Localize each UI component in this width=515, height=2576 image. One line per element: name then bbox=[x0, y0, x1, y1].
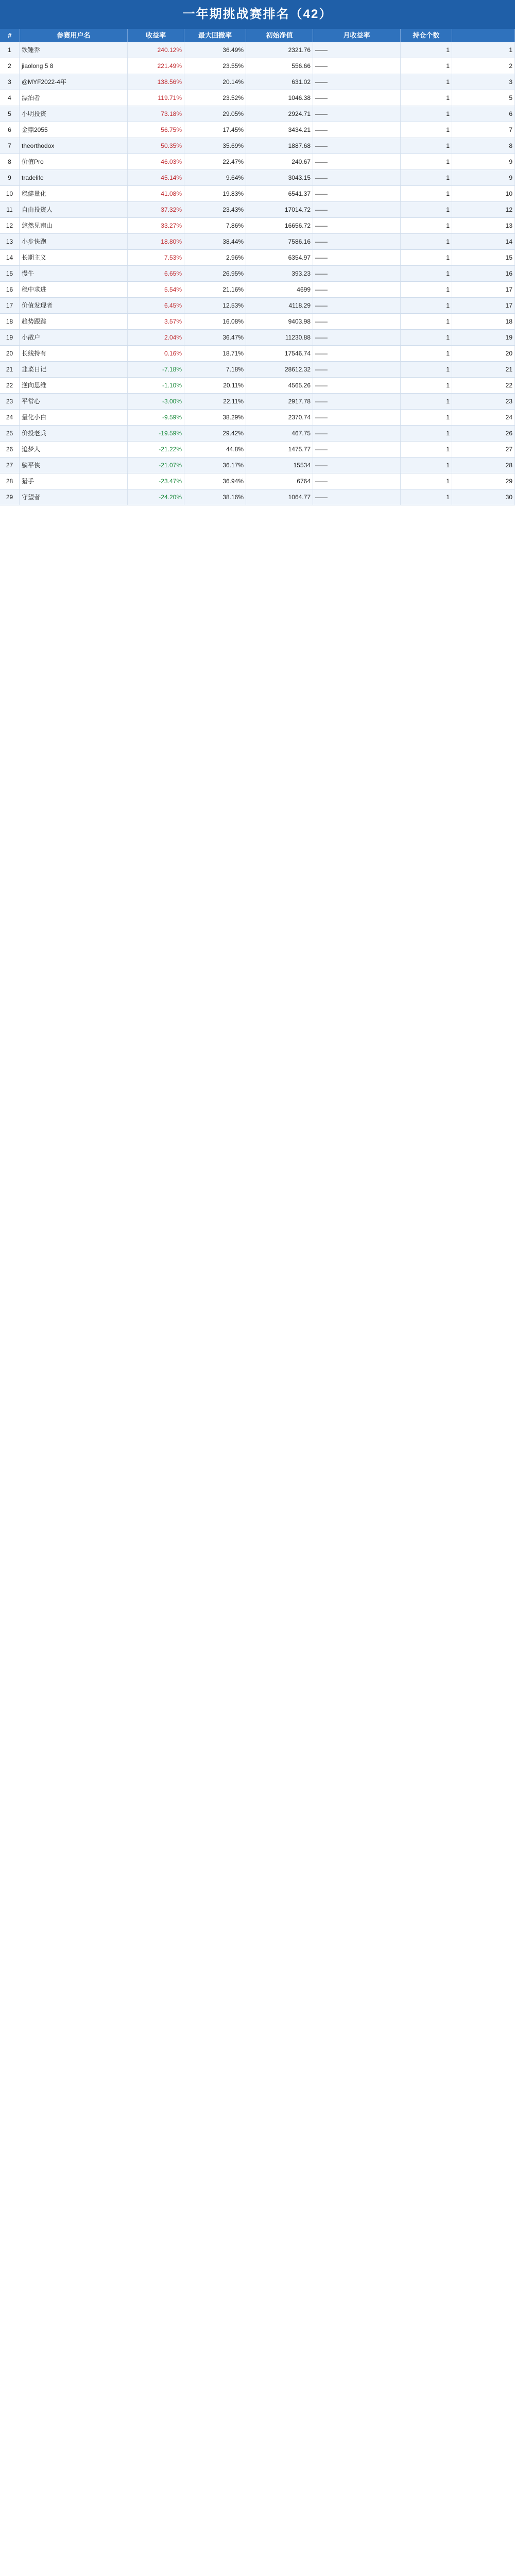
list-cell: 13 bbox=[452, 218, 515, 233]
return-cell: 41.08% bbox=[128, 186, 184, 201]
list-cell: 17 bbox=[452, 298, 515, 313]
drawdown-cell: 19.83% bbox=[184, 186, 246, 201]
drawdown-cell: 35.69% bbox=[184, 138, 246, 154]
balance-cell: 1064.77 bbox=[246, 489, 313, 505]
table-row bbox=[0, 42, 515, 58]
count-cell: 1 bbox=[401, 218, 452, 233]
balance-cell: 6764 bbox=[246, 473, 313, 489]
monthly-cell: —— bbox=[313, 138, 401, 154]
table-row bbox=[0, 74, 515, 90]
rank-cell: 25 bbox=[0, 426, 20, 441]
list-cell: 23 bbox=[452, 394, 515, 409]
return-cell: 73.18% bbox=[128, 106, 184, 122]
rank-cell: 14 bbox=[0, 250, 20, 265]
rank-cell: 11 bbox=[0, 202, 20, 217]
list-cell: 5 bbox=[452, 90, 515, 106]
balance-cell: 467.75 bbox=[246, 426, 313, 441]
list-cell: 28 bbox=[452, 457, 515, 473]
drawdown-cell: 9.64% bbox=[184, 170, 246, 185]
balance-cell: 4699 bbox=[246, 282, 313, 297]
drawdown-cell: 2.96% bbox=[184, 250, 246, 265]
name-cell: 慢牛 bbox=[20, 266, 128, 281]
table-row bbox=[0, 186, 515, 202]
return-cell: 5.54% bbox=[128, 282, 184, 297]
name-cell: 长期主义 bbox=[20, 250, 128, 265]
rank-cell: 4 bbox=[0, 90, 20, 106]
count-cell: 1 bbox=[401, 234, 452, 249]
count-cell: 1 bbox=[401, 170, 452, 185]
name-cell: 小明投资 bbox=[20, 106, 128, 122]
drawdown-cell: 20.11% bbox=[184, 378, 246, 393]
monthly-cell: —— bbox=[313, 362, 401, 377]
return-cell: -21.07% bbox=[128, 457, 184, 473]
name-cell: 量化小白 bbox=[20, 410, 128, 425]
list-cell: 30 bbox=[452, 489, 515, 505]
balance-cell: 17546.74 bbox=[246, 346, 313, 361]
table-row bbox=[0, 473, 515, 489]
return-cell: -7.18% bbox=[128, 362, 184, 377]
drawdown-cell: 18.71% bbox=[184, 346, 246, 361]
monthly-cell: —— bbox=[313, 234, 401, 249]
rank-cell: 29 bbox=[0, 489, 20, 505]
return-cell: 37.32% bbox=[128, 202, 184, 217]
count-cell: 1 bbox=[401, 106, 452, 122]
table-row bbox=[0, 346, 515, 362]
name-cell: 趋势跟踪 bbox=[20, 314, 128, 329]
count-cell: 1 bbox=[401, 346, 452, 361]
rank-cell: 1 bbox=[0, 42, 20, 58]
rank-cell: 21 bbox=[0, 362, 20, 377]
rank-cell: 18 bbox=[0, 314, 20, 329]
balance-cell: 6354.97 bbox=[246, 250, 313, 265]
rank-cell: 7 bbox=[0, 138, 20, 154]
monthly-cell: —— bbox=[313, 154, 401, 170]
drawdown-cell: 12.53% bbox=[184, 298, 246, 313]
name-cell: 追梦人 bbox=[20, 442, 128, 457]
list-cell: 2 bbox=[452, 58, 515, 74]
drawdown-cell: 22.11% bbox=[184, 394, 246, 409]
rank-cell: 12 bbox=[0, 218, 20, 233]
list-cell: 15 bbox=[452, 250, 515, 265]
table-row bbox=[0, 154, 515, 170]
name-cell: 平常心 bbox=[20, 394, 128, 409]
balance-cell: 2370.74 bbox=[246, 410, 313, 425]
count-cell: 1 bbox=[401, 58, 452, 74]
drawdown-cell: 36.94% bbox=[184, 473, 246, 489]
count-cell: 1 bbox=[401, 473, 452, 489]
name-cell: 躺平侠 bbox=[20, 457, 128, 473]
drawdown-cell: 26.95% bbox=[184, 266, 246, 281]
drawdown-cell: 23.52% bbox=[184, 90, 246, 106]
table-row bbox=[0, 410, 515, 426]
table-row bbox=[0, 298, 515, 314]
drawdown-cell: 44.8% bbox=[184, 442, 246, 457]
name-cell: 稳健量化 bbox=[20, 186, 128, 201]
drawdown-cell: 29.05% bbox=[184, 106, 246, 122]
return-cell: 33.27% bbox=[128, 218, 184, 233]
balance-cell: 240.67 bbox=[246, 154, 313, 170]
monthly-cell: —— bbox=[313, 250, 401, 265]
count-cell: 1 bbox=[401, 410, 452, 425]
balance-cell: 11230.88 bbox=[246, 330, 313, 345]
count-cell: 1 bbox=[401, 442, 452, 457]
monthly-cell: —— bbox=[313, 410, 401, 425]
return-cell: 6.65% bbox=[128, 266, 184, 281]
monthly-cell: —— bbox=[313, 202, 401, 217]
table-row bbox=[0, 442, 515, 457]
name-cell: 漂泊者 bbox=[20, 90, 128, 106]
name-cell: @MYF2022-4年 bbox=[20, 74, 128, 90]
return-cell: -3.00% bbox=[128, 394, 184, 409]
drawdown-cell: 38.29% bbox=[184, 410, 246, 425]
monthly-cell: —— bbox=[313, 489, 401, 505]
list-cell: 8 bbox=[452, 138, 515, 154]
monthly-cell: —— bbox=[313, 282, 401, 297]
name-cell: tradelife bbox=[20, 170, 128, 185]
table-row bbox=[0, 314, 515, 330]
return-cell: 56.75% bbox=[128, 122, 184, 138]
return-cell: 2.04% bbox=[128, 330, 184, 345]
monthly-cell: —— bbox=[313, 298, 401, 313]
monthly-cell: —— bbox=[313, 378, 401, 393]
list-cell: 24 bbox=[452, 410, 515, 425]
return-cell: 221.49% bbox=[128, 58, 184, 74]
balance-cell: 1475.77 bbox=[246, 442, 313, 457]
header-rank: # bbox=[0, 29, 20, 42]
name-cell: 价值发现者 bbox=[20, 298, 128, 313]
list-cell: 3 bbox=[452, 74, 515, 90]
return-cell: 0.16% bbox=[128, 346, 184, 361]
header-return: 收益率 bbox=[128, 29, 184, 42]
monthly-cell: —— bbox=[313, 218, 401, 233]
monthly-cell: —— bbox=[313, 473, 401, 489]
list-cell: 9 bbox=[452, 154, 515, 170]
table-row bbox=[0, 362, 515, 378]
list-cell: 9 bbox=[452, 170, 515, 185]
drawdown-cell: 23.55% bbox=[184, 58, 246, 74]
drawdown-cell: 21.16% bbox=[184, 282, 246, 297]
drawdown-cell: 36.49% bbox=[184, 42, 246, 58]
rank-cell: 24 bbox=[0, 410, 20, 425]
balance-cell: 3434.21 bbox=[246, 122, 313, 138]
table-header bbox=[0, 29, 515, 42]
header-name: 参赛用户名 bbox=[20, 29, 128, 42]
ranking-table bbox=[0, 42, 515, 505]
rank-cell: 17 bbox=[0, 298, 20, 313]
table-row bbox=[0, 394, 515, 410]
list-cell: 6 bbox=[452, 106, 515, 122]
balance-cell: 4118.29 bbox=[246, 298, 313, 313]
drawdown-cell: 20.14% bbox=[184, 74, 246, 90]
count-cell: 1 bbox=[401, 330, 452, 345]
list-cell: 29 bbox=[452, 473, 515, 489]
rank-cell: 19 bbox=[0, 330, 20, 345]
monthly-cell: —— bbox=[313, 346, 401, 361]
rank-cell: 28 bbox=[0, 473, 20, 489]
monthly-cell: —— bbox=[313, 42, 401, 58]
return-cell: -1.10% bbox=[128, 378, 184, 393]
list-cell: 16 bbox=[452, 266, 515, 281]
list-cell: 27 bbox=[452, 442, 515, 457]
name-cell: 韭菜日记 bbox=[20, 362, 128, 377]
name-cell: 悠然见南山 bbox=[20, 218, 128, 233]
table-row bbox=[0, 106, 515, 122]
count-cell: 1 bbox=[401, 122, 452, 138]
drawdown-cell: 23.43% bbox=[184, 202, 246, 217]
list-cell: 10 bbox=[452, 186, 515, 201]
return-cell: 138.56% bbox=[128, 74, 184, 90]
count-cell: 1 bbox=[401, 90, 452, 106]
table-row bbox=[0, 90, 515, 106]
balance-cell: 3043.15 bbox=[246, 170, 313, 185]
balance-cell: 28612.32 bbox=[246, 362, 313, 377]
list-cell: 14 bbox=[452, 234, 515, 249]
table-row bbox=[0, 426, 515, 442]
balance-cell: 556.66 bbox=[246, 58, 313, 74]
monthly-cell: —— bbox=[313, 58, 401, 74]
table-row bbox=[0, 378, 515, 394]
name-cell: 稳中求进 bbox=[20, 282, 128, 297]
name-cell: 铁锤乔 bbox=[20, 42, 128, 58]
return-cell: -23.47% bbox=[128, 473, 184, 489]
monthly-cell: —— bbox=[313, 330, 401, 345]
return-cell: 7.53% bbox=[128, 250, 184, 265]
name-cell: 价投老兵 bbox=[20, 426, 128, 441]
rank-cell: 22 bbox=[0, 378, 20, 393]
monthly-cell: —— bbox=[313, 394, 401, 409]
list-cell: 22 bbox=[452, 378, 515, 393]
count-cell: 1 bbox=[401, 426, 452, 441]
drawdown-cell: 36.47% bbox=[184, 330, 246, 345]
rank-cell: 2 bbox=[0, 58, 20, 74]
list-cell: 20 bbox=[452, 346, 515, 361]
list-cell: 21 bbox=[452, 362, 515, 377]
name-cell: theorthodox bbox=[20, 138, 128, 154]
monthly-cell: —— bbox=[313, 457, 401, 473]
table-row bbox=[0, 266, 515, 282]
table-row bbox=[0, 234, 515, 250]
header-monthly: 月收益率 bbox=[313, 29, 401, 42]
monthly-cell: —— bbox=[313, 442, 401, 457]
rank-cell: 5 bbox=[0, 106, 20, 122]
balance-cell: 4565.26 bbox=[246, 378, 313, 393]
monthly-cell: —— bbox=[313, 170, 401, 185]
return-cell: 240.12% bbox=[128, 42, 184, 58]
header-count: 持仓个数 bbox=[401, 29, 452, 42]
name-cell: 猎手 bbox=[20, 473, 128, 489]
rank-cell: 8 bbox=[0, 154, 20, 170]
header-drawdown: 最大回撤率 bbox=[184, 29, 246, 42]
rank-cell: 6 bbox=[0, 122, 20, 138]
list-cell: 19 bbox=[452, 330, 515, 345]
drawdown-cell: 7.18% bbox=[184, 362, 246, 377]
page-title: 一年期挑战赛排名（42） bbox=[0, 0, 515, 29]
header-balance: 初始净值 bbox=[246, 29, 313, 42]
balance-cell: 1046.38 bbox=[246, 90, 313, 106]
drawdown-cell: 36.17% bbox=[184, 457, 246, 473]
return-cell: 50.35% bbox=[128, 138, 184, 154]
table-row bbox=[0, 138, 515, 154]
balance-cell: 2917.78 bbox=[246, 394, 313, 409]
list-cell: 17 bbox=[452, 282, 515, 297]
return-cell: 119.71% bbox=[128, 90, 184, 106]
balance-cell: 15534 bbox=[246, 457, 313, 473]
monthly-cell: —— bbox=[313, 106, 401, 122]
header-list bbox=[452, 29, 515, 42]
table-row bbox=[0, 170, 515, 186]
count-cell: 1 bbox=[401, 378, 452, 393]
name-cell: 自由投资人 bbox=[20, 202, 128, 217]
name-cell: 小散户 bbox=[20, 330, 128, 345]
table-row bbox=[0, 250, 515, 266]
return-cell: 3.57% bbox=[128, 314, 184, 329]
name-cell: 价值Pro bbox=[20, 154, 128, 170]
list-cell: 7 bbox=[452, 122, 515, 138]
list-cell: 12 bbox=[452, 202, 515, 217]
drawdown-cell: 29.42% bbox=[184, 426, 246, 441]
rank-cell: 13 bbox=[0, 234, 20, 249]
balance-cell: 16656.72 bbox=[246, 218, 313, 233]
drawdown-cell: 38.44% bbox=[184, 234, 246, 249]
return-cell: -9.59% bbox=[128, 410, 184, 425]
drawdown-cell: 22.47% bbox=[184, 154, 246, 170]
count-cell: 1 bbox=[401, 74, 452, 90]
table-row bbox=[0, 282, 515, 298]
count-cell: 1 bbox=[401, 298, 452, 313]
name-cell: 守望者 bbox=[20, 489, 128, 505]
return-cell: 6.45% bbox=[128, 298, 184, 313]
count-cell: 1 bbox=[401, 362, 452, 377]
count-cell: 1 bbox=[401, 266, 452, 281]
count-cell: 1 bbox=[401, 282, 452, 297]
table-row bbox=[0, 489, 515, 505]
balance-cell: 9403.98 bbox=[246, 314, 313, 329]
table-row bbox=[0, 202, 515, 218]
balance-cell: 7586.16 bbox=[246, 234, 313, 249]
balance-cell: 2321.76 bbox=[246, 42, 313, 58]
rank-cell: 20 bbox=[0, 346, 20, 361]
list-cell: 26 bbox=[452, 426, 515, 441]
table-row bbox=[0, 122, 515, 138]
return-cell: 46.03% bbox=[128, 154, 184, 170]
name-cell: jiaolong 5 8 bbox=[20, 58, 128, 74]
name-cell: 长线持有 bbox=[20, 346, 128, 361]
return-cell: -21.22% bbox=[128, 442, 184, 457]
return-cell: 45.14% bbox=[128, 170, 184, 185]
return-cell: 18.80% bbox=[128, 234, 184, 249]
rank-cell: 23 bbox=[0, 394, 20, 409]
balance-cell: 393.23 bbox=[246, 266, 313, 281]
count-cell: 1 bbox=[401, 457, 452, 473]
monthly-cell: —— bbox=[313, 90, 401, 106]
rank-cell: 16 bbox=[0, 282, 20, 297]
monthly-cell: —— bbox=[313, 314, 401, 329]
count-cell: 1 bbox=[401, 186, 452, 201]
drawdown-cell: 16.08% bbox=[184, 314, 246, 329]
rank-cell: 10 bbox=[0, 186, 20, 201]
list-cell: 18 bbox=[452, 314, 515, 329]
table-row bbox=[0, 330, 515, 346]
count-cell: 1 bbox=[401, 154, 452, 170]
monthly-cell: —— bbox=[313, 426, 401, 441]
count-cell: 1 bbox=[401, 489, 452, 505]
count-cell: 1 bbox=[401, 138, 452, 154]
return-cell: -19.59% bbox=[128, 426, 184, 441]
drawdown-cell: 7.86% bbox=[184, 218, 246, 233]
count-cell: 1 bbox=[401, 314, 452, 329]
table-row bbox=[0, 218, 515, 234]
balance-cell: 1887.68 bbox=[246, 138, 313, 154]
rank-cell: 27 bbox=[0, 457, 20, 473]
balance-cell: 6541.37 bbox=[246, 186, 313, 201]
rank-cell: 3 bbox=[0, 74, 20, 90]
count-cell: 1 bbox=[401, 202, 452, 217]
drawdown-cell: 17.45% bbox=[184, 122, 246, 138]
name-cell: 金鼎2055 bbox=[20, 122, 128, 138]
drawdown-cell: 38.16% bbox=[184, 489, 246, 505]
balance-cell: 2924.71 bbox=[246, 106, 313, 122]
count-cell: 1 bbox=[401, 394, 452, 409]
count-cell: 1 bbox=[401, 42, 452, 58]
table-row bbox=[0, 58, 515, 74]
count-cell: 1 bbox=[401, 250, 452, 265]
rank-cell: 15 bbox=[0, 266, 20, 281]
list-cell: 1 bbox=[452, 42, 515, 58]
table-row bbox=[0, 457, 515, 473]
name-cell: 逆向思维 bbox=[20, 378, 128, 393]
balance-cell: 631.02 bbox=[246, 74, 313, 90]
return-cell: -24.20% bbox=[128, 489, 184, 505]
monthly-cell: —— bbox=[313, 74, 401, 90]
balance-cell: 17014.72 bbox=[246, 202, 313, 217]
name-cell: 小步快跑 bbox=[20, 234, 128, 249]
monthly-cell: —— bbox=[313, 122, 401, 138]
monthly-cell: —— bbox=[313, 266, 401, 281]
monthly-cell: —— bbox=[313, 186, 401, 201]
rank-cell: 26 bbox=[0, 442, 20, 457]
rank-cell: 9 bbox=[0, 170, 20, 185]
